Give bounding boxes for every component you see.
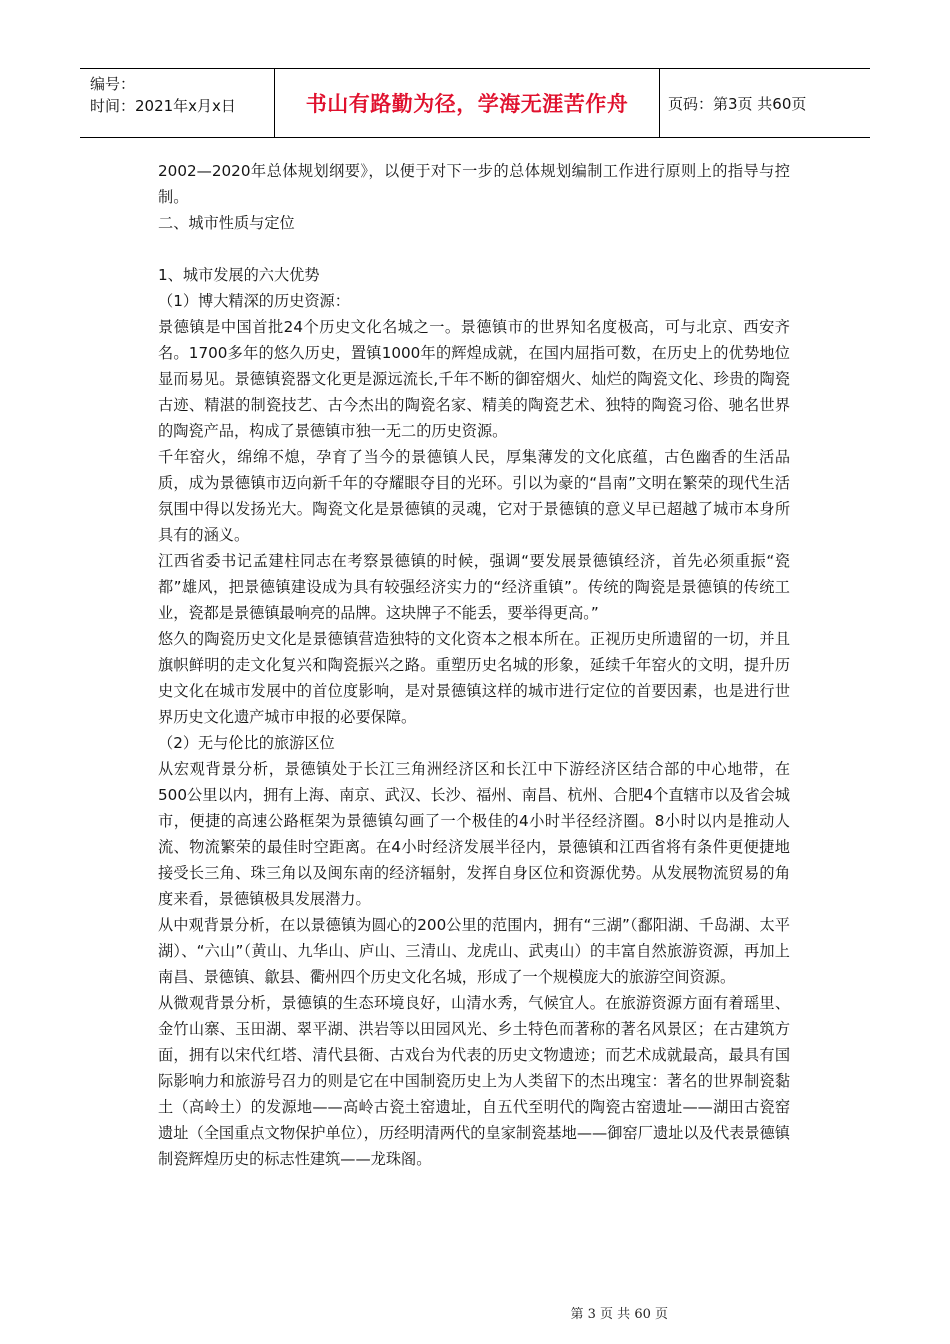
document-date: 时间：2021年x月x日 bbox=[90, 97, 236, 115]
subsection-heading: 1、城市发展的六大优势 bbox=[158, 266, 320, 284]
item-heading: （2）无与伦比的旅游区位 bbox=[158, 734, 335, 752]
document-number-label: 编号： bbox=[90, 75, 136, 93]
section-heading: 二、城市性质与定位 bbox=[158, 214, 295, 232]
paragraph: 从中观背景分析，在以景德镇为圆心的200公里的范围内，拥有“三湖”（鄱阳湖、千岛湖、太平湖）、“六山”（黄山、九华山、庐山、三清山、龙虎山、武夷山）的丰富自然旅游资源，再加上南昌、景德镇、歙县、衢州四个历史文化名城，形成了一个规模庞大的旅游空间资源。 bbox=[158, 916, 790, 986]
item-heading: （1）博大精深的历史资源： bbox=[158, 292, 350, 310]
page-footer: 第 3 页 共 60 页 bbox=[570, 1307, 668, 1322]
paragraph: 千年窑火，绵绵不熄，孕育了当今的景德镇人民，厚集薄发的文化底蕴，古色幽香的生活品质，成为景德镇市迈向新千年的夺耀眼夺目的光环。引以为豪的“昌南”文明在繁荣的现代生活氛围中得以发扬光大。陶瓷文化是景德镇的灵魂，它对于景德镇的意义早已超越了城市本身所具有的涵义。 bbox=[158, 448, 790, 544]
header-page-info: 页码：第3页 共60页 bbox=[668, 94, 807, 113]
page-header bbox=[80, 68, 870, 138]
paragraph: 江西省委书记孟建柱同志在考察景德镇的时候，强调“要发展景德镇经济，首先必须重振“瓷都”雄风，把景德镇建设成为具有较强经济实力的“经济重镇”。传统的陶瓷是景德镇的传统工业，瓷都是景德镇最响亮的品牌。这块牌子不能丢，要举得更高。” bbox=[158, 552, 790, 622]
paragraph: 2002—2020年总体规划纲要》，以便于对下一步的总体规划编制工作进行原则上的指导与控制。 bbox=[158, 162, 790, 206]
header-motto: 书山有路勤为径，学海无涯苦作舟 bbox=[275, 69, 660, 137]
blank-line bbox=[158, 236, 790, 262]
paragraph: 悠久的陶瓷历史文化是景德镇营造独特的文化资本之根本所在。正视历史所遗留的一切，并且旗帜鲜明的走文化复兴和陶瓷振兴之路。重塑历史名城的形象，延续千年窑火的文明，提升历史文化在城市发展中的首位度影响，是对景德镇这样的城市进行定位的首要因素，也是进行世界历史文化遗产城市申报的必要保障。 bbox=[158, 630, 790, 726]
header-meta bbox=[80, 69, 275, 137]
paragraph: 从宏观背景分析，景德镇处于长江三角洲经济区和长江中下游经济区结合部的中心地带，在500公里以内，拥有上海、南京、武汉、长沙、福州、南昌、杭州、合肥4个直辖市以及省会城市，便捷的高速公路框架为景德镇勾画了一个极佳的4小时半径经济圈。8小时以内是推动人流、物流繁荣的最佳时空距离。在4小时经济发展半径内，景德镇和江西省将有条件更便捷地接受长三角、珠三角以及闽东南的经济辐射，发挥自身区位和资源优势。从发展物流贸易的角度来看，景德镇极具发展潜力。 bbox=[158, 760, 790, 908]
paragraph: 从微观背景分析，景德镇的生态环境良好，山清水秀，气候宜人。在旅游资源方面有着瑶里、金竹山寨、玉田湖、翠平湖、洪岩等以田园风光、乡土特色而著称的著名风景区；在古建筑方面，拥有以宋代红塔、清代县衙、古戏台为代表的历史文物遗迹；而艺术成就最高，最具有国际影响力和旅游号召力的则是它在中国制瓷历史上为人类留下的杰出瑰宝：著名的世界制瓷黏土（高岭土）的发源地——高岭古瓷土窑遗址，自五代至明代的陶瓷古窑遗址——湖田古瓷窑遗址（全国重点文物保护单位），历经明清两代的皇家制瓷基地——御窑厂遗址以及代表景德镇制瓷辉煌历史的标志性建筑——龙珠阁。 bbox=[158, 994, 790, 1168]
paragraph: 景德镇是中国首批24个历史文化名城之一。景德镇市的世界知名度极高，可与北京、西安齐名。1700多年的悠久历史，置镇1000年的辉煌成就，在国内屈指可数，在历史上的优势地位显而易见。景德镇瓷器文化更是源远流长,千年不断的御窑烟火、灿烂的陶瓷文化、珍贵的陶瓷古迹、精湛的制瓷技艺、古今杰出的陶瓷名家、精美的陶瓷艺术、独特的陶瓷习俗、驰名世界的陶瓷产品，构成了景德镇市独一无二的历史资源。 bbox=[158, 318, 790, 440]
document-body bbox=[158, 158, 790, 1172]
